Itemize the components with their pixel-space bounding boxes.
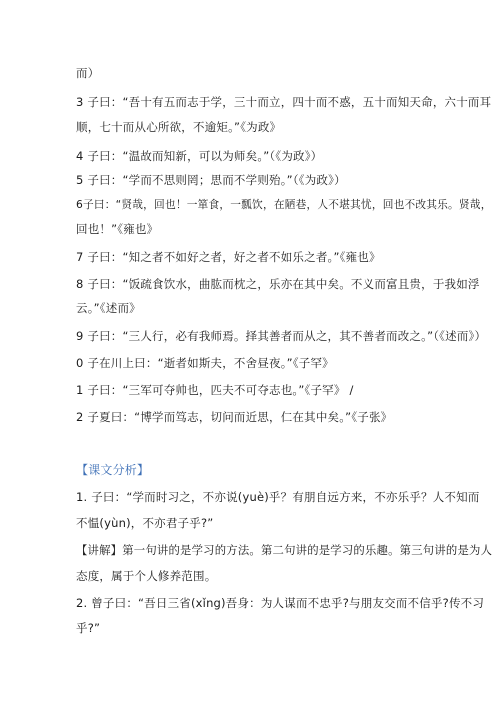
text-line: 【讲解】第一句讲的是学习的方法。第二句讲的是学习的乐趣。第三句讲的是为人 [76, 543, 493, 557]
text-line: 态度，属于个人修养范围。 [76, 569, 217, 583]
text-line: 7 子曰：“知之者不如好之者，好之者不如乐之者。”《雍也》 [76, 250, 381, 264]
text-line: 5 子曰：“学而不思则罔；思而不学则殆。”（《为政》） [76, 173, 346, 187]
text-line: 2 子夏曰：“博学而笃志，切问而近思，仁在其中矣。”《子张》 [76, 410, 393, 424]
text-line: 8 子曰：“饭疏食饮水，曲肱而枕之，乐亦在其中矣。不义而富且贵，于我如浮 [76, 277, 480, 291]
text-line: 6子曰：“贤哉，回也！一箪食，一瓢饮，在陋巷，人不堪其忧，回也不改其乐。贤哉， [76, 198, 492, 211]
section-heading: 【课文分析】 [76, 463, 150, 477]
text-line: 2. 曾子曰：“吾日三省(xǐng)吾身：为人谋而不忠乎?与朋友交而不信乎?传不习 [76, 596, 485, 610]
text-line: 1 子曰：“三军可夺帅也，匹夫不可夺志也。”《子罕》 / [76, 383, 354, 397]
text-line: 云。”《述而》 [76, 301, 141, 315]
text-line: 3 子曰：“吾十有五而志于学，三十而立，四十而不惑，五十而知天命，六十而耳 [76, 95, 492, 109]
text-line: 4 子曰：“温故而知新，可以为师矣。”（《为政》） [76, 149, 323, 163]
text-line: 而） [76, 66, 100, 80]
text-line: 0 子在川上曰：“逝者如斯夫，不舍昼夜。”《子罕》 [76, 356, 334, 370]
text-line: 顺，七十而从心所欲，不逾矩。”《为政》 [76, 120, 282, 134]
text-line: 不愠(yùn)，不亦君子乎?” [76, 516, 214, 530]
text-line: 回也！”《雍也》 [76, 222, 159, 236]
text-line: 9 子曰：“三人行，必有我师焉。择其善者而从之，其不善者而改之。”（《述而》） [76, 329, 487, 343]
text-line: 1. 子曰：“学而时习之，不亦说(yuè)乎？有朋自远方来，不亦乐乎？人不知而 [76, 490, 480, 504]
text-line: 乎?” [76, 621, 101, 635]
